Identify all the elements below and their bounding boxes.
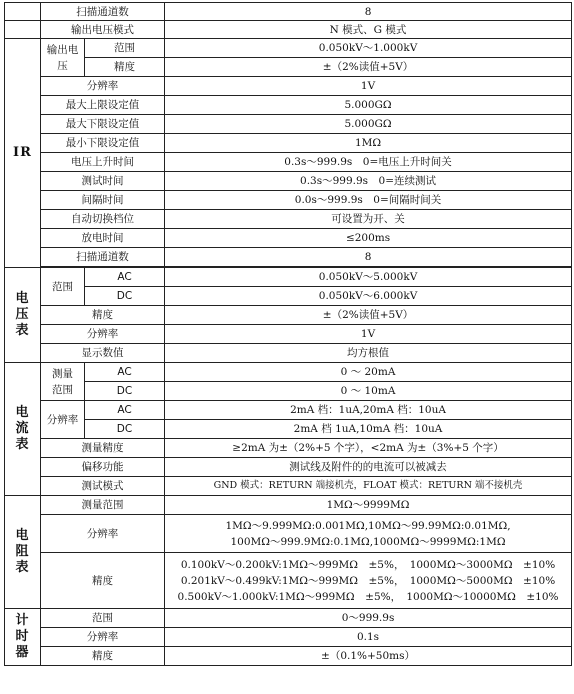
volt-range-label: 范围: [41, 268, 85, 306]
volt-ac-value: 0.050kV～5.000kV: [165, 268, 572, 287]
volt-dc-label: DC: [85, 287, 165, 306]
max-lower-label: 最大下限设定值: [41, 115, 165, 134]
volt-resolution-value: 1V: [165, 325, 572, 344]
amp-res-ac-label: AC: [85, 401, 165, 420]
section-ammeter-text: 电流表: [15, 405, 30, 452]
amp-res-dc-value: 2mA 档 1uA,10mA 档：10uA: [165, 420, 572, 439]
amp-range-label-text: 测量范围: [52, 367, 73, 396]
ohm-resolution-label: 分辨率: [41, 515, 165, 553]
table-row: [5, 609, 572, 628]
timer-accuracy-value: ±（0.1%+50ms）: [165, 647, 572, 666]
table-row: [5, 363, 572, 382]
spec-table: [4, 2, 572, 666]
section-ohmmeter: [5, 496, 41, 609]
ir-accuracy-label: 精度: [85, 58, 165, 77]
volt-accuracy-label: 精度: [41, 306, 165, 325]
ir-scan-channels-value: 8: [165, 248, 572, 267]
auto-range-value: 可设置为开、关: [165, 210, 572, 229]
table-row: [5, 96, 572, 115]
table-row: [5, 248, 572, 267]
timer-range-value: 0～999.9s: [165, 609, 572, 628]
empty-cell: [5, 3, 41, 21]
min-lower-label: 最小下限设定值: [41, 134, 165, 153]
volt-dc-value: 0.050kV～6.000kV: [165, 287, 572, 306]
table-row: [5, 77, 572, 96]
output-mode-value: N 模式、G 模式: [165, 21, 572, 39]
ohm-resolution-values: [165, 515, 572, 553]
rise-time-value: 0.3s～999.9s 0=电压上升时间关: [165, 153, 572, 172]
amp-accuracy-value: ≥2mA 为±（2%+5 个字），<2mA 为±（3%+5 个字）: [165, 439, 572, 458]
rise-time-label: 电压上升时间: [41, 153, 165, 172]
table-row: [5, 553, 572, 609]
table-row: [5, 229, 572, 248]
volt-display-value: 均方根值: [165, 344, 572, 363]
table-row: [5, 382, 572, 401]
volt-resolution-label: 分辨率: [41, 325, 165, 344]
amp-resolution-label: 分辨率: [41, 401, 85, 439]
table-row: [5, 306, 572, 325]
timer-resolution-label: 分辨率: [41, 628, 165, 647]
table-row: [5, 153, 572, 172]
interval-value: 0.0s～999.9s 0=间隔时间关: [165, 191, 572, 210]
table-row: [5, 647, 572, 666]
min-lower-value: 1MΩ: [165, 134, 572, 153]
amp-range-ac-label: AC: [85, 363, 165, 382]
amp-range-ac-value: 0 ～ 20mA: [165, 363, 572, 382]
ir-resolution-value: 1V: [165, 77, 572, 96]
timer-accuracy-label: 精度: [41, 647, 165, 666]
table-row: [5, 325, 572, 344]
discharge-value: ≤200ms: [165, 229, 572, 248]
amp-accuracy-label: 测量精度: [41, 439, 165, 458]
output-mode-label: 输出电压模式: [41, 21, 165, 39]
scan-channels-value: 8: [165, 3, 572, 21]
scan-channels-label: 扫描通道数: [41, 3, 165, 21]
table-row: [5, 458, 572, 477]
max-upper-label: 最大上限设定值: [41, 96, 165, 115]
table-row: [5, 401, 572, 420]
auto-range-label: 自动切换档位: [41, 210, 165, 229]
table-row: [5, 191, 572, 210]
ir-resolution-label: 分辨率: [41, 77, 165, 96]
table-row: [5, 134, 572, 153]
table-row: [5, 477, 572, 496]
table-row: [5, 515, 572, 553]
volt-display-label: 显示数值: [41, 344, 165, 363]
section-timer: [5, 609, 41, 666]
volt-accuracy-value: ±（2%读值+5V）: [165, 306, 572, 325]
table-row: [5, 287, 572, 306]
table-row: [5, 496, 572, 515]
interval-label: 间隔时间: [41, 191, 165, 210]
max-lower-value: 5.000GΩ: [165, 115, 572, 134]
discharge-label: 放电时间: [41, 229, 165, 248]
amp-res-ac-value: 2mA 档：1uA,20mA 档：10uA: [165, 401, 572, 420]
table-row: [5, 344, 572, 363]
table-row: [5, 21, 572, 39]
section-ir: IR: [5, 39, 41, 268]
table-row: [5, 58, 572, 77]
table-row: [5, 115, 572, 134]
ohm-accuracy-values: [165, 553, 572, 609]
table-row: [5, 628, 572, 647]
ir-range-label: 范围: [85, 39, 165, 58]
table-row: [5, 210, 572, 229]
max-upper-value: 5.000GΩ: [165, 96, 572, 115]
section-timer-text: 计时器: [15, 613, 30, 660]
ohm-range-value: 1MΩ～9999MΩ: [165, 496, 572, 515]
ohm-accuracy-line: 0.201kV～0.499kV:1MΩ～999MΩ ±5%， 1000MΩ～5000MΩ ±10%: [180, 574, 556, 587]
timer-range-label: 范围: [41, 609, 165, 628]
ir-range-value: 0.050kV～1.000kV: [165, 39, 572, 58]
ohm-range-label: 测量范围: [41, 496, 165, 515]
section-voltmeter: [5, 268, 41, 363]
table-row: [5, 268, 572, 287]
section-ohmmeter-text: 电阻表: [15, 528, 30, 575]
amp-test-mode-value: GND 模式：RETURN 端接机壳，FLOAT 模式：RETURN 端不接机壳: [165, 477, 572, 496]
amp-range-dc-label: DC: [85, 382, 165, 401]
volt-ac-label: AC: [85, 268, 165, 287]
amp-offset-value: 测试线及附件的的电流可以被减去: [165, 458, 572, 477]
table-row: [5, 439, 572, 458]
ohm-accuracy-line: 0.500kV～1.000kV:1MΩ～999MΩ ±5%， 1000MΩ～10000MΩ ±10%: [177, 590, 559, 603]
table-row: [5, 3, 572, 21]
test-time-value: 0.3s～999.9s 0=连续测试: [165, 172, 572, 191]
amp-res-dc-label: DC: [85, 420, 165, 439]
amp-range-dc-value: 0 ～ 10mA: [165, 382, 572, 401]
ir-accuracy-value: ±（2%读值+5V）: [165, 58, 572, 77]
table-row: [5, 172, 572, 191]
section-voltmeter-text: 电压表: [15, 291, 30, 338]
amp-offset-label: 偏移功能: [41, 458, 165, 477]
output-voltage-label: 输出电压: [41, 39, 85, 77]
timer-resolution-value: 0.1s: [165, 628, 572, 647]
table-row: [5, 39, 572, 58]
ohm-resolution-line: 100MΩ～999.9MΩ:0.1MΩ,1000MΩ～9999MΩ:1MΩ: [230, 535, 506, 548]
ohm-accuracy-label: 精度: [41, 553, 165, 609]
test-time-label: 测试时间: [41, 172, 165, 191]
ir-scan-channels-label: 扫描通道数: [41, 248, 165, 267]
empty-cell: [5, 21, 41, 39]
section-ammeter: [5, 363, 41, 496]
ohm-resolution-line: 1MΩ～9.999MΩ:0.001MΩ,10MΩ～99.99MΩ:0.01MΩ,: [225, 519, 511, 532]
amp-range-label: [41, 363, 85, 401]
ohm-accuracy-line: 0.100kV～0.200kV:1MΩ～999MΩ ±5%， 1000MΩ～3000MΩ ±10%: [180, 558, 556, 571]
amp-test-mode-label: 测试模式: [41, 477, 165, 496]
table-row: [5, 420, 572, 439]
